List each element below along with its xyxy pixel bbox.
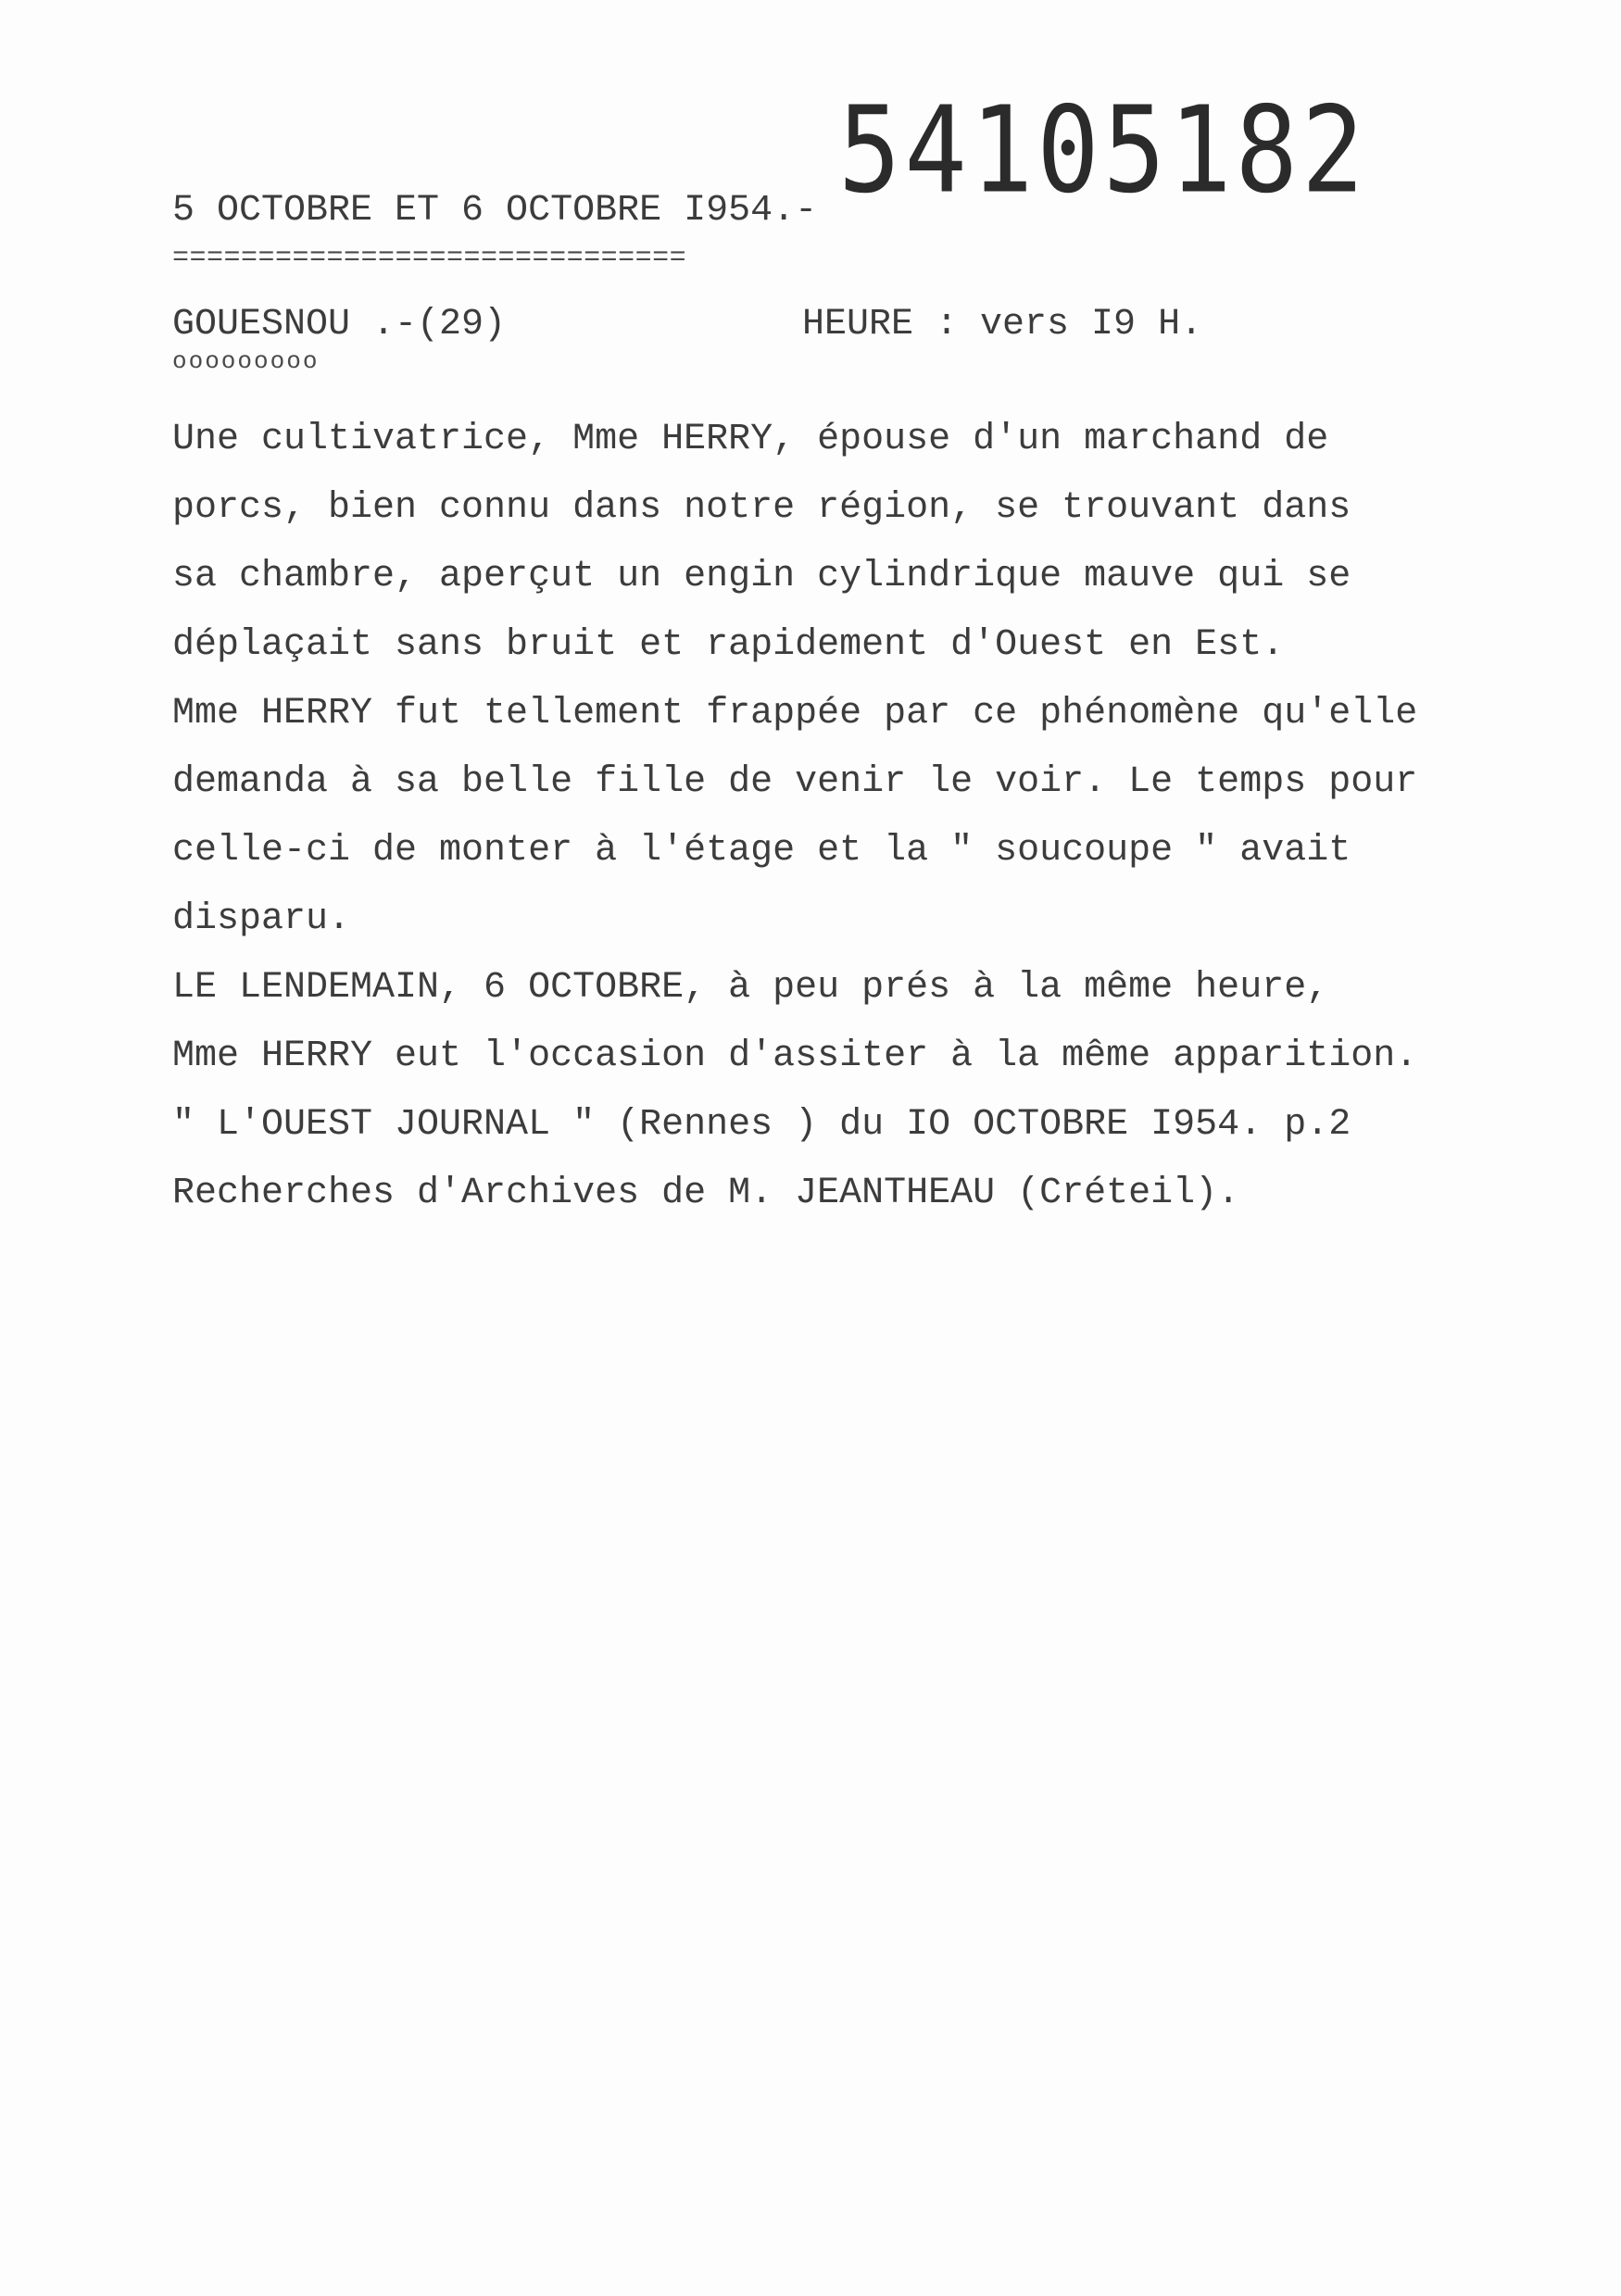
body-line: porcs, bien connu dans notre région, se trouvant dans bbox=[172, 487, 1351, 529]
body-line: déplaçait sans bruit et rapidement d'Ouest en Est. bbox=[172, 624, 1285, 666]
body-line: disparu. bbox=[172, 898, 351, 940]
body-line: LE LENDEMAIN, 6 OCTOBRE, à peu prés à la même heure, bbox=[172, 967, 1329, 1009]
time-line: HEURE : vers I9 H. bbox=[802, 304, 1203, 345]
body-line: sa chambre, aperçut un engin cylindrique mauve qui se bbox=[172, 556, 1351, 597]
source-line: " L'OUEST JOURNAL " (Rennes ) du IO OCTOBRE I954. p.2 bbox=[172, 1104, 1351, 1146]
body-line: celle-ci de monter à l'étage et la " soucoupe " avait bbox=[172, 830, 1351, 872]
date-underline: ============================== bbox=[172, 243, 687, 274]
body-line: Mme HERRY fut tellement frappée par ce phénomène qu'elle bbox=[172, 693, 1418, 734]
archive-credit-line: Recherches d'Archives de M. JEANTHEAU (Créteil). bbox=[172, 1173, 1240, 1214]
location-line: GOUESNOU .-(29) bbox=[172, 304, 507, 345]
body-line: Une cultivatrice, Mme HERRY, épouse d'un marchand de bbox=[172, 419, 1329, 460]
body-line: demanda à sa belle fille de venir le voir. Le temps pour bbox=[172, 761, 1418, 803]
location-underline: ooooooooo bbox=[172, 347, 320, 375]
date-line: 5 OCTOBRE ET 6 OCTOBRE I954.- bbox=[172, 190, 818, 232]
document-stamp-number: 54105182 bbox=[838, 82, 1368, 220]
body-line: Mme HERRY eut l'occasion d'assiter à la même apparition. bbox=[172, 1035, 1418, 1077]
